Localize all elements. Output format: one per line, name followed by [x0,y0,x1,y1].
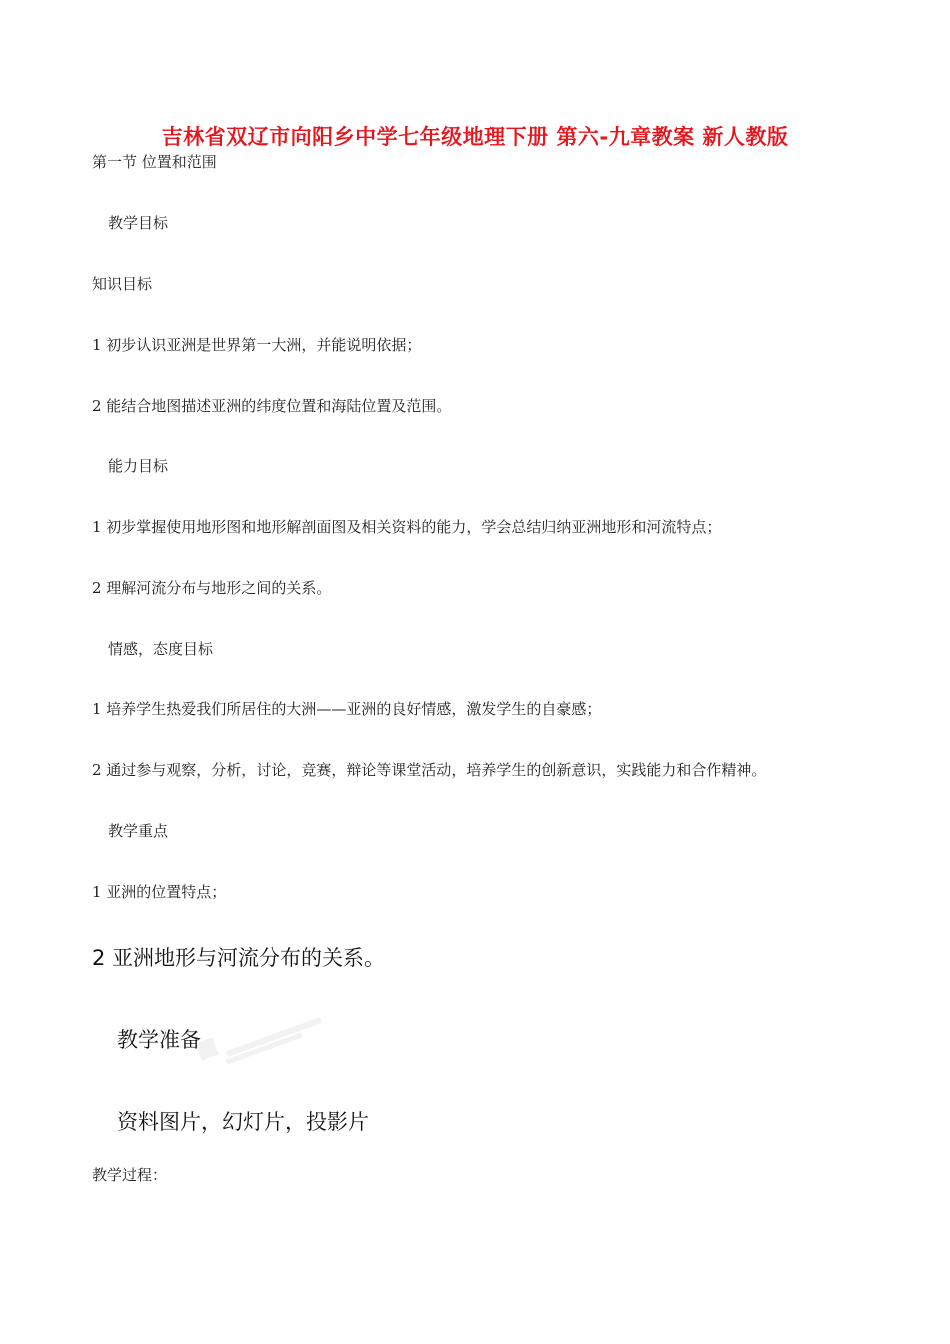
process-heading: 教学过程： [92,1166,168,1184]
emotion-goals-heading: 情感，态度目标 [108,640,214,658]
key-point-2: 2 亚洲地形与河流分布的关系。 [92,946,386,970]
document-title: 吉林省双辽市向阳乡中学七年级地理下册 第六-九章教案 新人教版 [161,125,789,149]
ability-goal-1: 1 初步掌握使用地形图和地形解剖面图及相关资料的能力，学会总结归纳亚洲地形和河流特点； [92,518,722,536]
section-heading: 第一节 位置和范围 [92,153,217,171]
preparation-heading: 教学准备 [117,1028,201,1052]
knowledge-goal-2: 2 能结合地图描述亚洲的纬度位置和海陆位置及范围。 [92,397,452,415]
key-points-heading: 教学重点 [108,822,169,840]
knowledge-goals-heading: 知识目标 [92,275,153,293]
emotion-goal-1: 1 培养学生热爱我们所居住的大洲——亚洲的良好情感，激发学生的自豪感； [92,700,602,718]
emotion-goal-2: 2 通过参与观察，分析，讨论，竞赛，辩论等课堂活动，培养学生的创新意识，实践能力和合作精神。 [92,761,767,779]
ability-goals-heading: 能力目标 [108,457,169,475]
ability-goal-2: 2 理解河流分布与地形之间的关系。 [92,579,332,597]
watermark-graphic [190,1010,340,1080]
teaching-goals-heading: 教学目标 [108,214,169,232]
key-point-1: 1 亚洲的位置特点； [92,883,227,901]
materials-line: 资料图片，幻灯片，投影片 [117,1110,369,1134]
knowledge-goal-1: 1 初步认识亚洲是世界第一大洲，并能说明依据； [92,336,422,354]
